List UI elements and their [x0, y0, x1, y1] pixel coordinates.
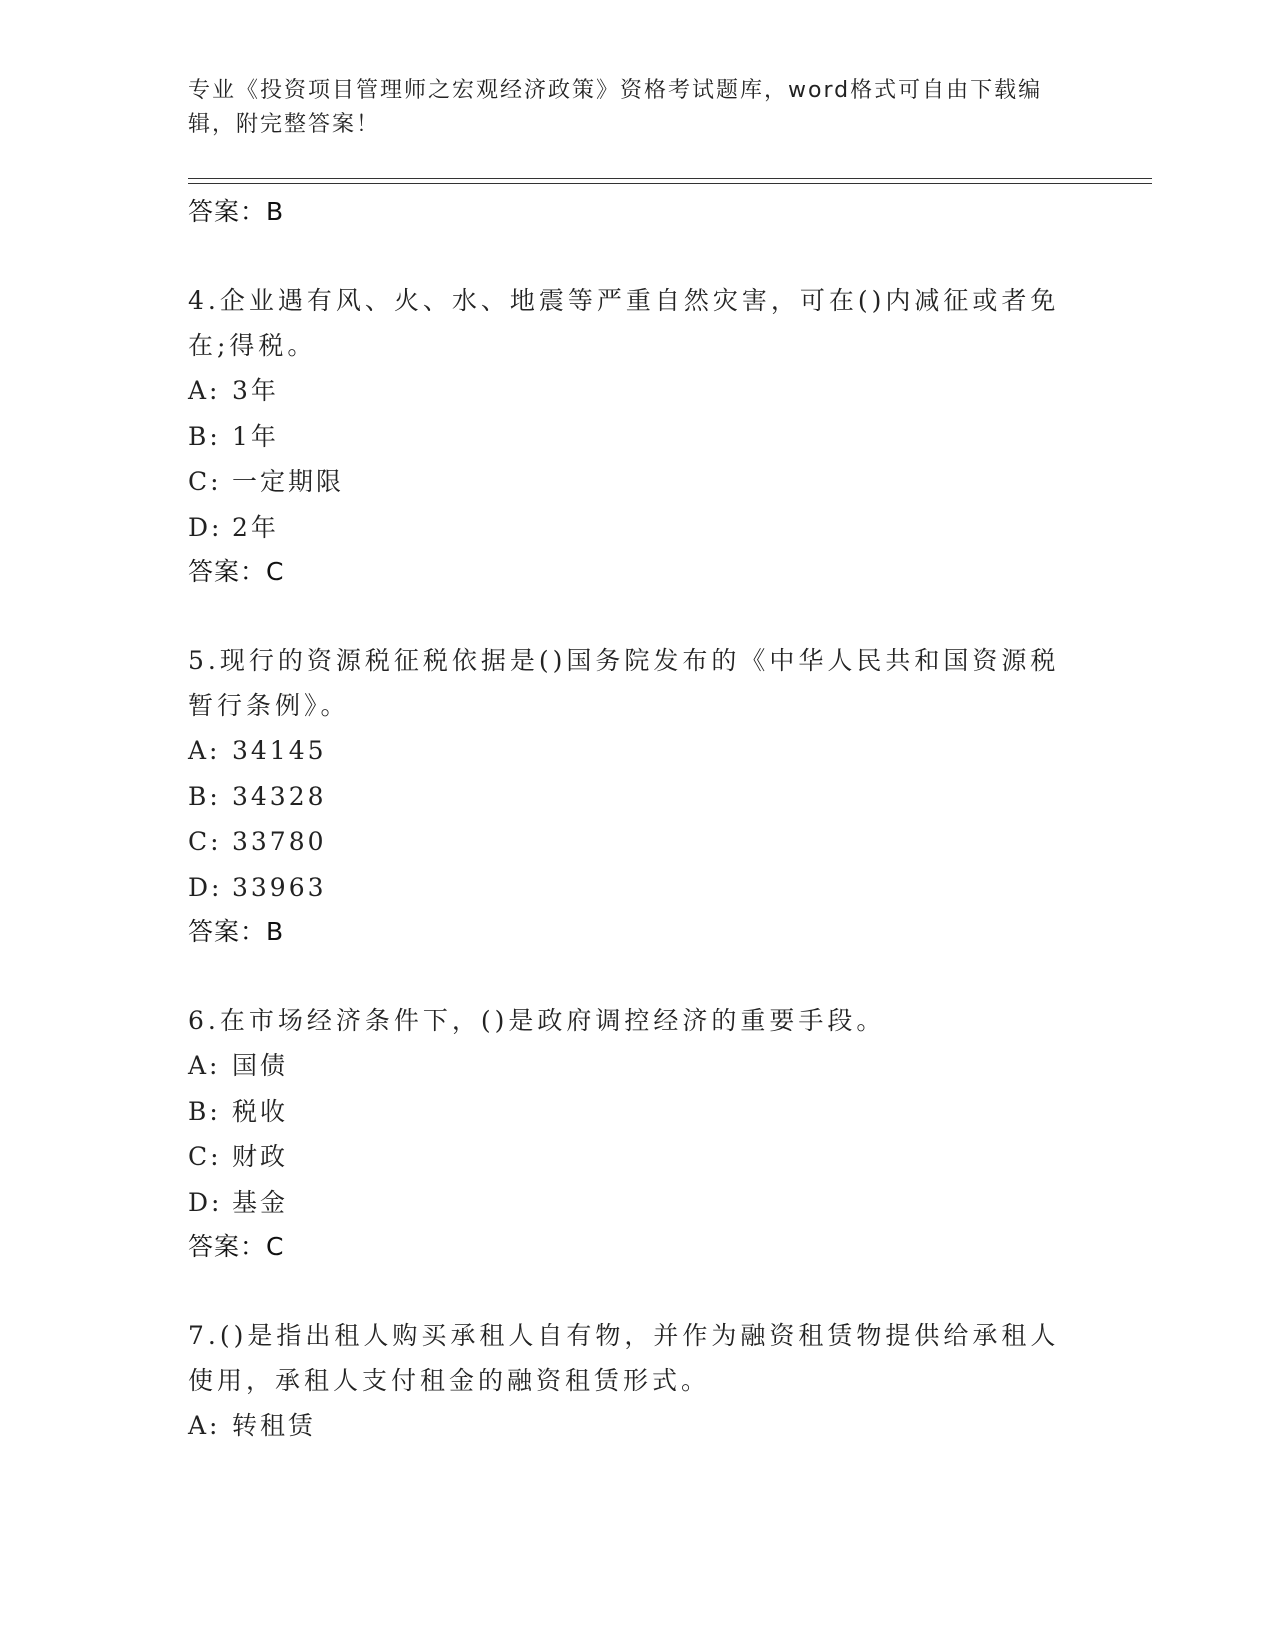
- answer-line: 答案：C: [188, 1232, 285, 1261]
- option-letter: B:: [188, 1096, 221, 1126]
- option-letter: C:: [188, 467, 222, 496]
- option-text: 33963: [232, 872, 327, 902]
- question-list: [188, 190, 1088, 1449]
- option-text: 3年: [232, 376, 279, 405]
- page-header: 专业《投资项目管理师之宏观经济政策》资格考试题库，word格式可自由下载编辑，附完整答案！: [188, 78, 1043, 137]
- option-letter: B:: [188, 421, 221, 451]
- question-text: 6.在市场经济条件下，()是政府调控经济的重要手段。: [188, 1006, 886, 1035]
- option-a: [188, 368, 1088, 414]
- option-text: 2年: [232, 512, 279, 542]
- option-text: 国债: [232, 1051, 289, 1080]
- question-text: 4.企业遇有风、火、水、地震等严重自然灾害，可在()内减征或者免在;得税。: [188, 286, 1060, 360]
- option-text: 财政: [232, 1142, 289, 1171]
- option-text: 34145: [232, 736, 327, 765]
- option-text: 一定期限: [232, 467, 345, 496]
- answer-line: 答案：B: [188, 917, 285, 946]
- option-letter: C:: [188, 1142, 222, 1171]
- question-block: [188, 998, 1088, 1269]
- question-block: [188, 278, 1088, 594]
- option-text: 基金: [232, 1187, 289, 1217]
- option-b: [188, 414, 1088, 460]
- option-d: [188, 505, 1088, 551]
- question-block: [188, 638, 1088, 954]
- answer-line: 答案：B: [188, 197, 285, 226]
- option-text: 33780: [232, 827, 327, 856]
- option-c: [188, 1134, 1088, 1180]
- option-letter: C:: [188, 827, 222, 856]
- option-c: [188, 819, 1088, 865]
- option-d: [188, 865, 1088, 911]
- option-b: [188, 774, 1088, 820]
- option-letter: A:: [188, 1411, 221, 1440]
- option-letter: D:: [188, 872, 223, 902]
- answer-line: 答案：C: [188, 557, 285, 586]
- option-letter: B:: [188, 781, 221, 811]
- option-letter: A:: [188, 376, 221, 405]
- option-letter: A:: [188, 736, 221, 765]
- option-text: 34328: [232, 781, 327, 811]
- option-a: [188, 1403, 1088, 1449]
- option-a: [188, 728, 1088, 774]
- option-text: 1年: [232, 421, 279, 451]
- option-d: [188, 1180, 1088, 1226]
- option-letter: D:: [188, 512, 223, 542]
- question-text: 5.现行的资源税征税依据是()国务院发布的《中华人民共和国资源税暂行条例》。: [188, 646, 1060, 720]
- question-text: 7.()是指出租人购买承租人自有物，并作为融资租赁物提供给承租人使用，承租人支付租金的融资租赁形式。: [188, 1321, 1060, 1395]
- question-block: [188, 1313, 1088, 1449]
- option-b: [188, 1089, 1088, 1135]
- header-rule-bottom: [188, 183, 1152, 184]
- option-c: [188, 459, 1088, 505]
- option-text: 转租赁: [232, 1411, 317, 1440]
- option-letter: D:: [188, 1187, 223, 1217]
- header-rule-top: [188, 178, 1152, 179]
- option-a: [188, 1043, 1088, 1089]
- option-text: 税收: [232, 1096, 289, 1126]
- option-letter: A:: [188, 1051, 221, 1080]
